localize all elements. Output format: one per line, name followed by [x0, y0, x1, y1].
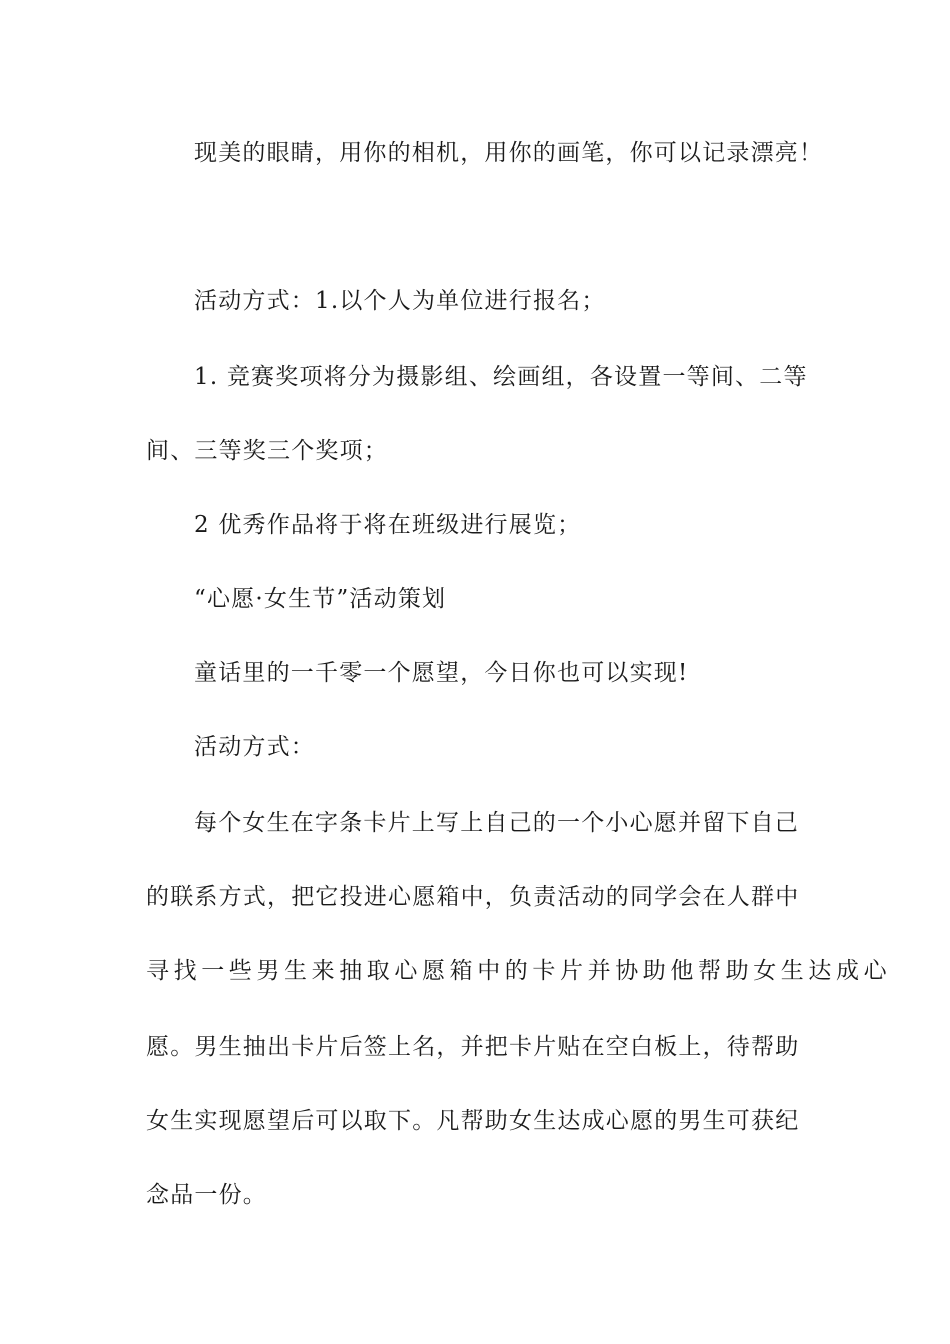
- paragraph-line: 现美的眼睛，用你的相机，用你的画笔，你可以记录漂亮！: [194, 140, 824, 166]
- paragraph-line: 间、三等奖三个奖项；: [146, 438, 388, 464]
- paragraph-line: 2 优秀作品将于将在班级进行展览；: [194, 512, 582, 538]
- paragraph-line: 寻找一些男生来抽取心愿箱中的卡片并协助他帮助女生达成心: [146, 958, 892, 984]
- section-heading: “心愿·女生节”活动策划: [194, 586, 447, 612]
- paragraph-line: 活动方式：: [194, 734, 315, 760]
- paragraph-line: 念品一份。: [146, 1182, 267, 1208]
- paragraph-line: 活动方式：1.以个人为单位进行报名；: [194, 288, 606, 314]
- paragraph-line: 每个女生在字条卡片上写上自己的一个小心愿并留下自己: [194, 810, 799, 836]
- paragraph-line: 的联系方式，把它投进心愿箱中，负责活动的同学会在人群中: [146, 884, 800, 910]
- paragraph-line: 童话里的一千零一个愿望，今日你也可以实现!: [194, 660, 689, 686]
- paragraph-line: 女生实现愿望后可以取下。凡帮助女生达成心愿的男生可获纪: [146, 1108, 800, 1134]
- paragraph-line: 1. 竞赛奖项将分为摄影组、绘画组，各设置一等间、二等: [194, 364, 808, 390]
- paragraph-line: 愿。男生抽出卡片后签上名，并把卡片贴在空白板上，待帮助: [146, 1034, 800, 1060]
